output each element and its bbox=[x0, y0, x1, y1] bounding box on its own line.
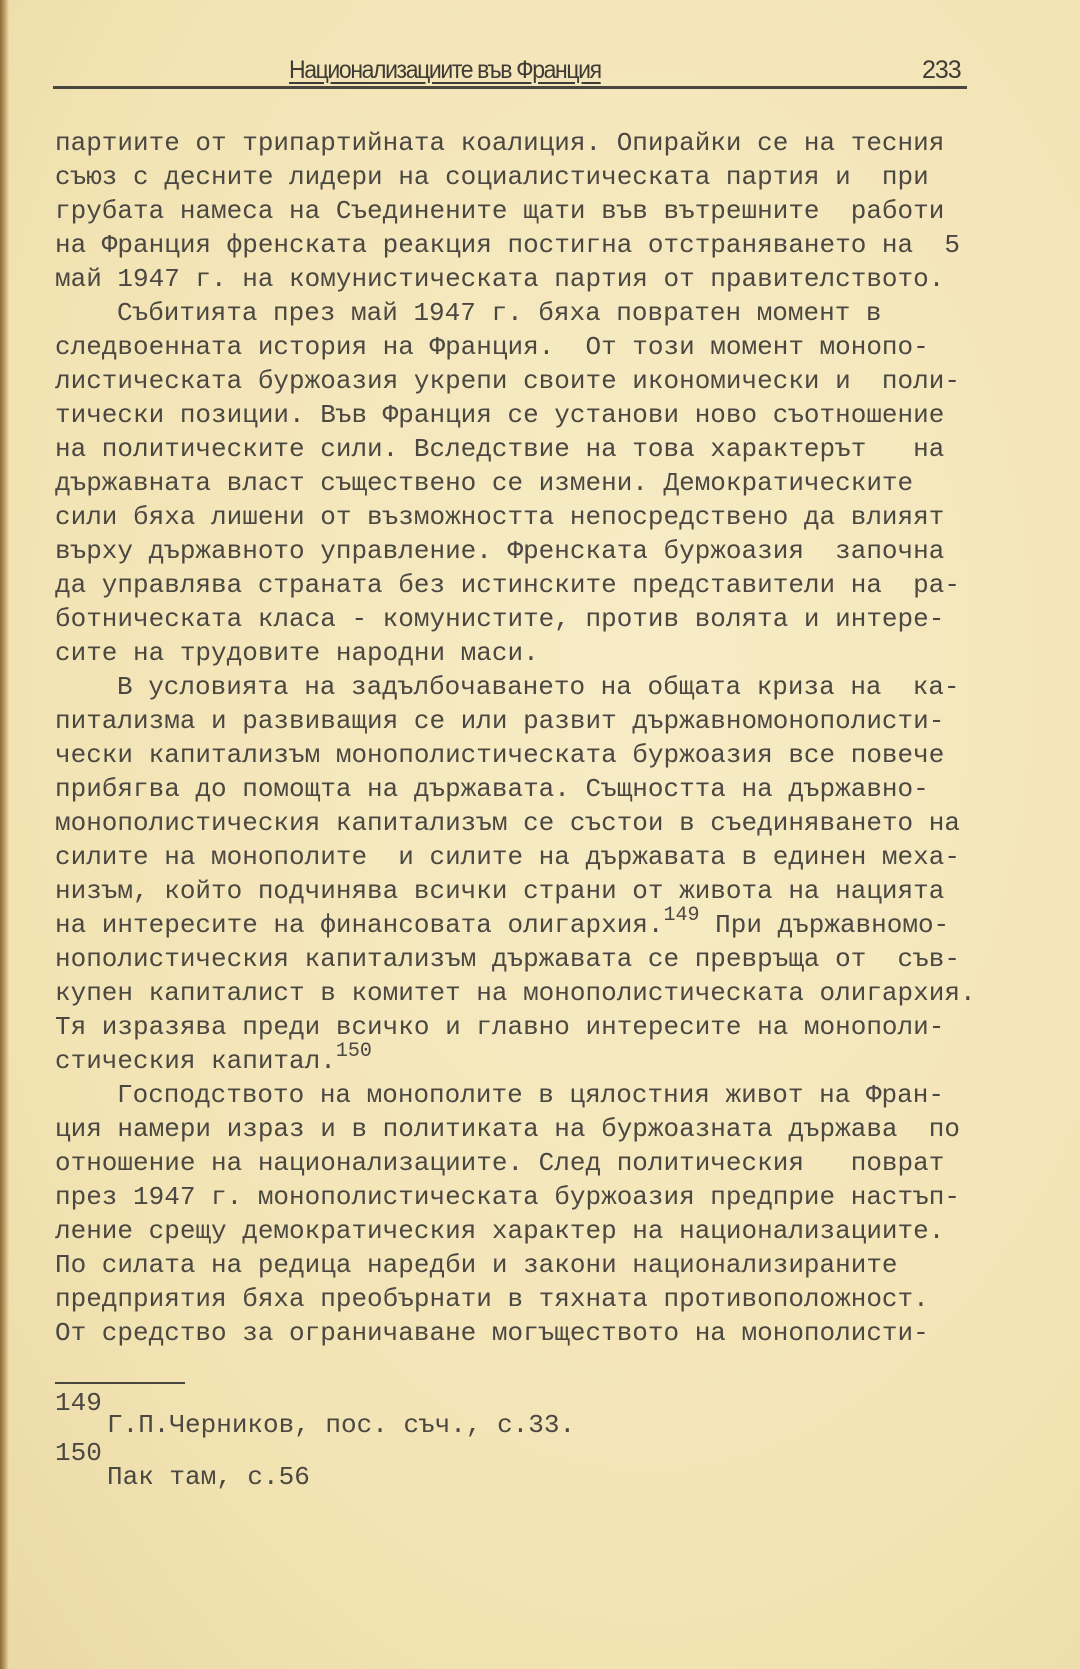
page-binding-edge bbox=[0, 0, 9, 1669]
line-text: прибягва до помощта на държавата. Същността на държавно- bbox=[55, 774, 929, 804]
footnote-number: 150 bbox=[55, 1438, 102, 1468]
line-text: чески капитализъм монополистическата буржоазия все повече bbox=[55, 740, 945, 770]
text-line bbox=[117, 1080, 944, 1110]
text-line bbox=[55, 1216, 944, 1246]
text-line bbox=[55, 570, 960, 600]
line-text: държавната власт съществено се измени. Демократическите bbox=[55, 468, 914, 498]
text-line bbox=[55, 196, 944, 226]
line-text: на политическите сили. Вследствие на това характерът на bbox=[55, 434, 945, 464]
line-text: Господството на монополите в цялостния живот на Фран- bbox=[117, 1080, 944, 1110]
line-text: тически позиции. Във Франция се установи ново съотношение bbox=[55, 400, 945, 430]
footnote-reference[interactable]: 149 bbox=[663, 904, 700, 927]
text-line bbox=[55, 400, 944, 430]
line-text: От средство за ограничаване могъществото на монополисти- bbox=[55, 1318, 929, 1348]
text-line bbox=[55, 706, 944, 736]
text-line bbox=[55, 1182, 960, 1212]
line-text: низъм, който подчинява всички страни от живота на нацията bbox=[55, 876, 945, 906]
line-text: ция намери израз и в политиката на буржоазната държава по bbox=[55, 1114, 960, 1144]
text-line bbox=[55, 978, 976, 1008]
text-line bbox=[55, 468, 913, 498]
line-text: отношение на национализациите. След политическия поврат bbox=[55, 1148, 945, 1178]
page-number: 233 bbox=[922, 56, 961, 84]
line-text: нополистическия капитализъм държавата се превръща от съв- bbox=[55, 944, 960, 974]
text-line bbox=[55, 1114, 960, 1144]
text-line bbox=[55, 128, 944, 158]
text-line bbox=[55, 904, 950, 940]
line-text: стическия капитал. bbox=[55, 1046, 336, 1076]
line-text: да управлява страната без истинските представители на ра- bbox=[55, 570, 960, 600]
line-text: върху държавното управление. Френската буржоазия започна bbox=[55, 536, 945, 566]
header-rule bbox=[53, 86, 967, 89]
line-text: май 1947 г. на комунистическата партия от правителството. bbox=[55, 264, 945, 294]
text-line bbox=[55, 366, 960, 396]
text-line bbox=[55, 1250, 898, 1280]
line-text: питализма и развиващия се или развит държавномонополисти- bbox=[55, 706, 945, 736]
line-text: В условията на задълбочаването на общата криза на ка- bbox=[117, 672, 960, 702]
line-text: ботническата класа - комунистите, против волята и интере- bbox=[55, 604, 945, 634]
line-text: Събитията през май 1947 г. бяха повратен момент в bbox=[117, 298, 882, 328]
text-line bbox=[55, 434, 944, 464]
text-line bbox=[55, 1040, 372, 1076]
line-text: следвоенната история на Франция. От този момент монопо- bbox=[55, 332, 929, 362]
text-line bbox=[55, 842, 960, 872]
text-line bbox=[55, 332, 929, 362]
line-text: Тя изразява преди всичко и главно интересите на монополи- bbox=[55, 1012, 945, 1042]
footnote-reference[interactable]: 150 bbox=[335, 1040, 372, 1063]
line-text: листическата буржоазия укрепи своите икономически и поли- bbox=[55, 366, 960, 396]
text-line bbox=[55, 264, 944, 294]
text-line bbox=[55, 1148, 944, 1178]
text-line bbox=[117, 298, 882, 328]
text-line bbox=[55, 638, 539, 668]
text-line bbox=[55, 740, 944, 770]
line-text: партиите от трипартийната коалиция. Опирайки се на тесния bbox=[55, 128, 945, 158]
text-line bbox=[55, 162, 929, 192]
line-text: силите на монополите и силите на държавата в единен меха- bbox=[55, 842, 960, 872]
line-text: съюз с десните лидери на социалистическата партия и при bbox=[55, 162, 929, 192]
text-line bbox=[55, 808, 960, 838]
footnote-text: Г.П.Черников, пос. съч., с.33. bbox=[107, 1410, 576, 1440]
running-header-title: Национализациите във Франция bbox=[289, 56, 601, 84]
text-line bbox=[55, 1012, 944, 1042]
text-line bbox=[55, 230, 960, 260]
line-text: предприятия бяха преобърнати в тяхната противоположност. bbox=[55, 1284, 929, 1314]
footnote-separator bbox=[55, 1382, 185, 1384]
line-text: през 1947 г. монополистическата буржоазия предприе настъп- bbox=[55, 1182, 960, 1212]
line-text: сите на трудовите народни маси. bbox=[55, 638, 539, 668]
text-line bbox=[55, 944, 960, 974]
line-text: на интересите на финансовата олигархия. bbox=[55, 910, 664, 940]
text-line bbox=[55, 1284, 929, 1314]
text-line bbox=[55, 1318, 929, 1348]
line-text: грубата намеса на Съединените щати във вътрешните работи bbox=[55, 196, 945, 226]
line-text-continued: При държавномо- bbox=[699, 910, 950, 940]
footnote-text: Пак там, с.56 bbox=[107, 1462, 310, 1492]
text-line bbox=[55, 604, 944, 634]
line-text: По силата на редица наредби и закони национализираните bbox=[55, 1250, 898, 1280]
line-text: на Франция френската реакция постигна отстраняването на 5 bbox=[55, 230, 960, 260]
line-text: ление срещу демократическия характер на национализациите. bbox=[55, 1216, 945, 1246]
line-text: сили бяха лишени от възможността непосредствено да влияят bbox=[55, 502, 945, 532]
footnote-number: 149 bbox=[55, 1388, 102, 1418]
text-line bbox=[55, 774, 929, 804]
text-line bbox=[55, 536, 944, 566]
text-line bbox=[117, 672, 960, 702]
text-line bbox=[55, 876, 944, 906]
line-text: купен капиталист в комитет на монополистическата олигархия. bbox=[55, 978, 976, 1008]
text-line bbox=[55, 502, 944, 532]
line-text: монополистическия капитализъм се състои в съединяването на bbox=[55, 808, 960, 838]
